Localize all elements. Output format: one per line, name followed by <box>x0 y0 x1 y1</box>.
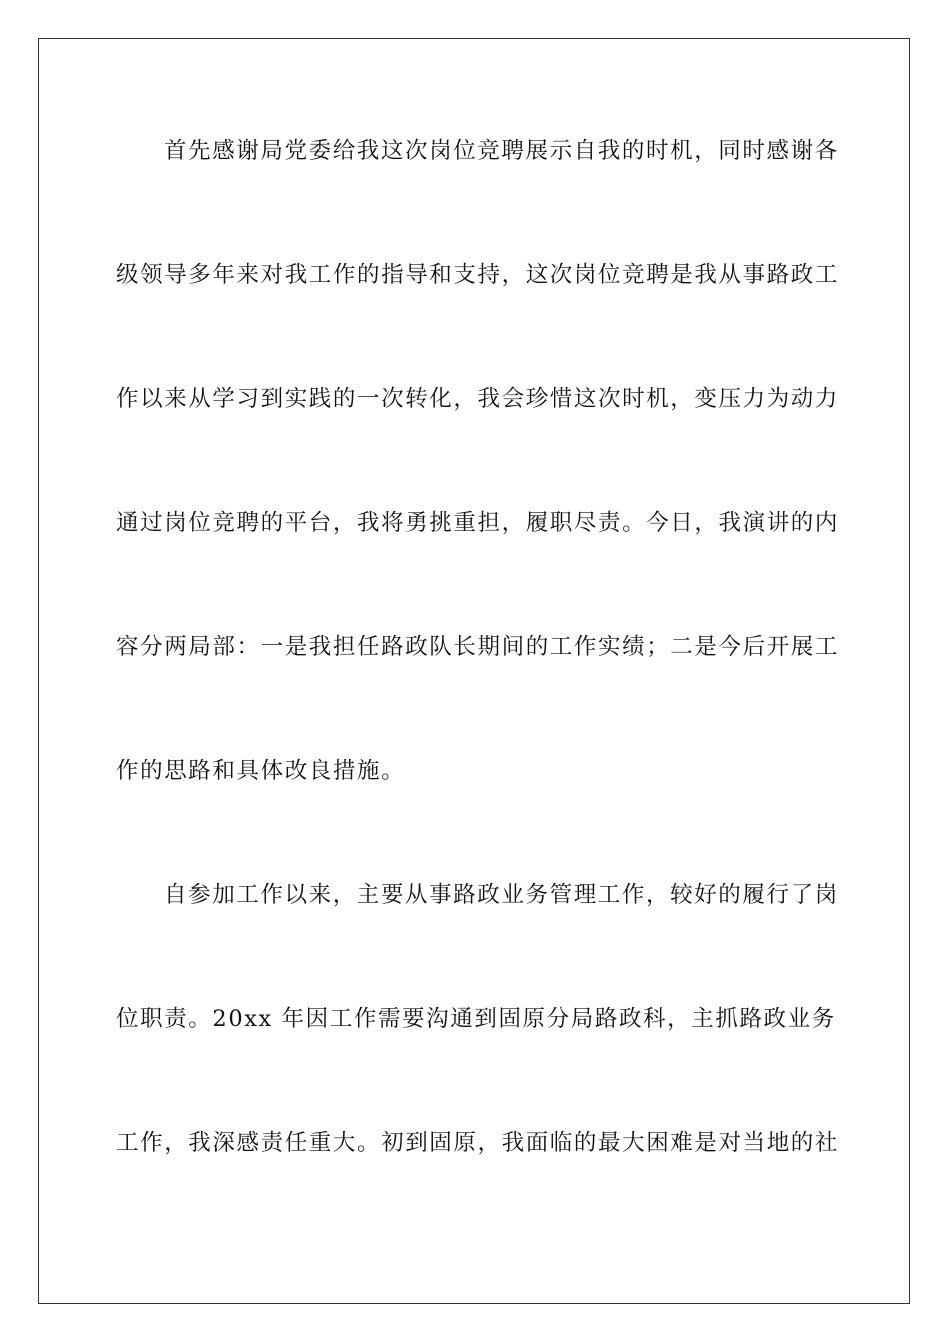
paragraph-1-line-4: 通过岗位竞聘的平台，我将勇挑重担，履职尽责。今日，我演讲的内 <box>116 510 840 536</box>
paragraph-2-line-3: 工作，我深感责任重大。初到固原，我面临的最大困难是对当地的社 <box>116 1130 840 1156</box>
paragraph-1-line-6: 作的思路和具体改良措施。 <box>116 758 406 784</box>
page-border <box>38 38 910 1304</box>
paragraph-1-line-5: 容分两局部：一是我担任路政队长期间的工作实绩；二是今后开展工 <box>116 634 840 660</box>
paragraph-1-line-3: 作以来从学习到实践的一次转化，我会珍惜这次时机，变压力为动力 <box>116 386 840 412</box>
paragraph-2-line-1: 自参加工作以来，主要从事路政业务管理工作，较好的履行了岗 <box>164 882 839 908</box>
paragraph-1-line-2: 级领导多年来对我工作的指导和支持，这次岗位竞聘是我从事路政工 <box>116 262 840 288</box>
paragraph-1-line-1: 首先感谢局党委给我这次岗位竞聘展示自我的时机，同时感谢各 <box>164 138 839 164</box>
paragraph-2-line-2: 位职责。20xx 年因工作需要沟通到固原分局路政科，主抓路政业务 <box>116 1006 836 1032</box>
